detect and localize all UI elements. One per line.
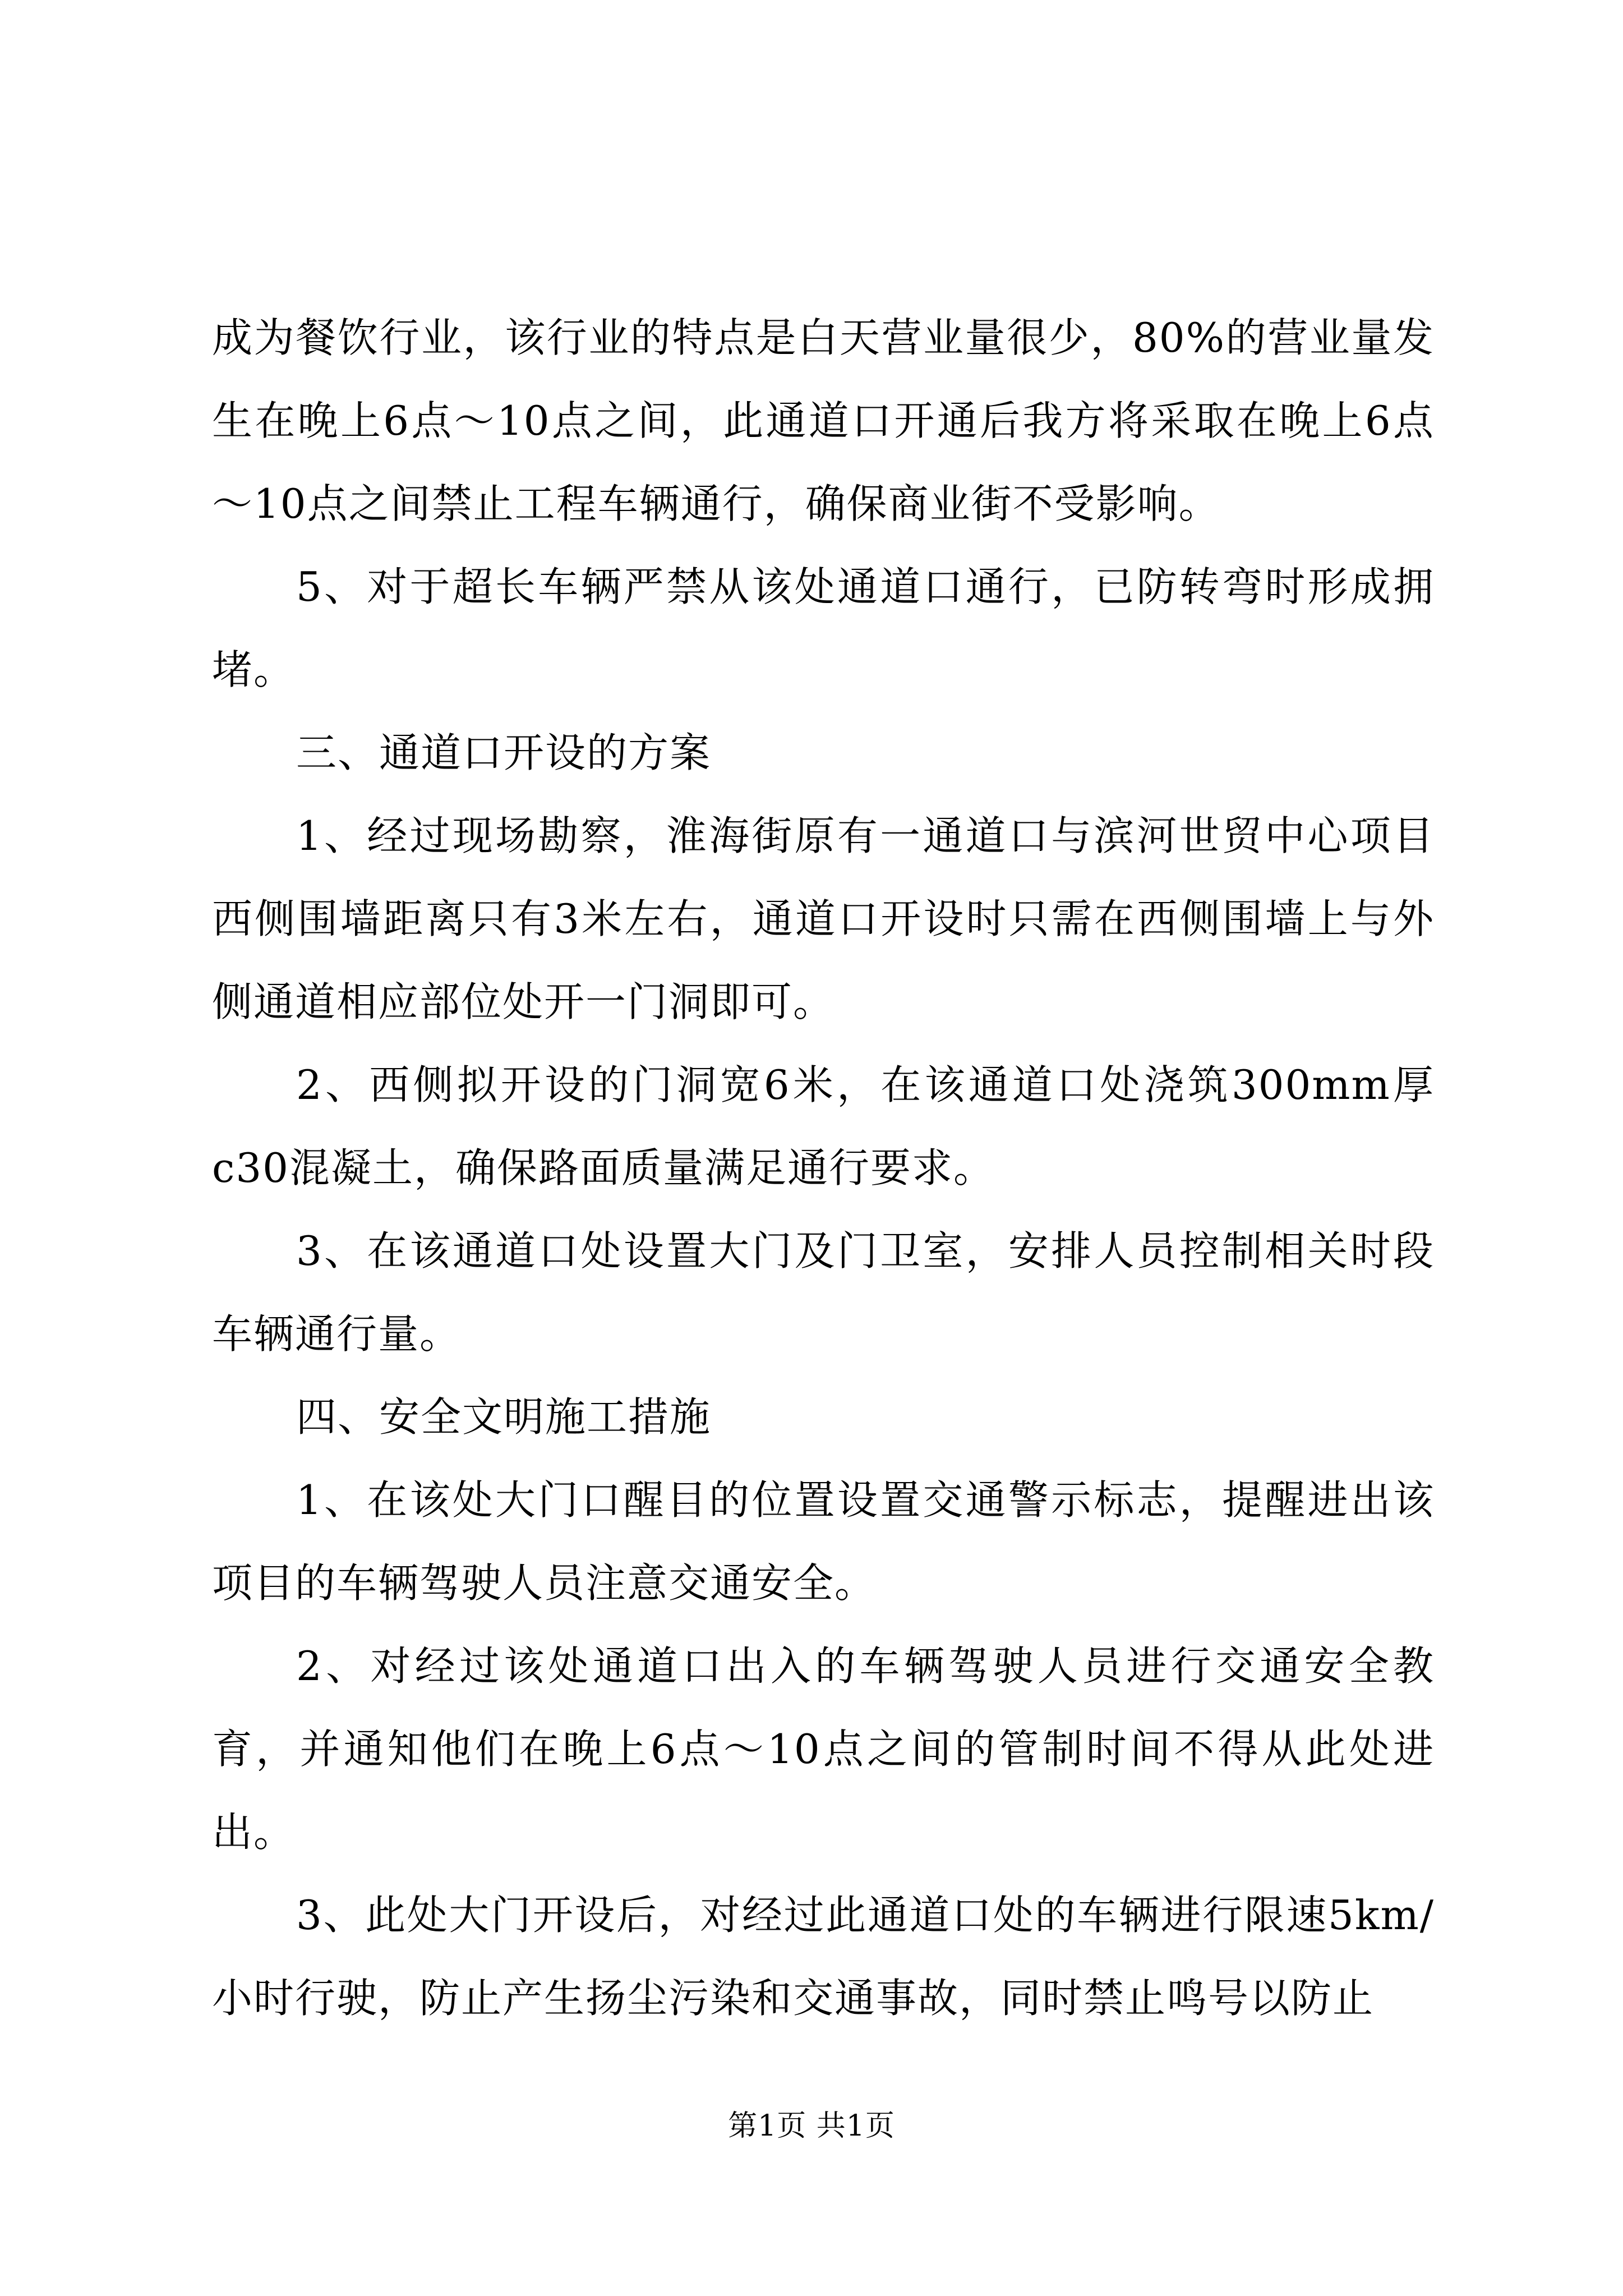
paragraph-safety-item-3: 3、此处大门开设后，对经过此通道口处的车辆进行限速5km/小时行驶，防止产生扬尘污染和交通事故，同时禁止鸣号以防止 (212, 1892, 1435, 2022)
paragraph-item-5: 5、对于超长车辆严禁从该处通道口通行，已防转弯时形成拥堵。 (212, 563, 1435, 693)
section-heading-3: 三、通道口开设的方案 (296, 729, 712, 776)
paragraph-safety-item-2: 2、对经过该处通道口出入的车辆驾驶人员进行交通安全教育，并通知他们在晚上6点～10点之间的管制时间不得从此处进出。 (212, 1642, 1435, 1856)
paragraph-plan-item-1: 1、经过现场勘察，淮海街原有一通道口与滨河世贸中心项目西侧围墙距离只有3米左右，通道口开设时只需在西侧围墙上与外侧通道相应部位处开一门洞即可。 (212, 812, 1435, 1025)
document-body (212, 296, 1435, 2040)
paragraph-safety-item-1: 1、在该处大门口醒目的位置设置交通警示标志，提醒进出该项目的车辆驾驶人员注意交通安全。 (212, 1476, 1435, 1607)
section-heading-4: 四、安全文明施工措施 (296, 1393, 712, 1441)
paragraph-continuation: 成为餐饮行业，该行业的特点是白天营业量很少，80%的营业量发生在晚上6点～10点之间，此通道口开通后我方将采取在晚上6点～10点之间禁止工程车辆通行，确保商业街不受影响。 (212, 314, 1435, 527)
paragraph-plan-item-2: 2、西侧拟开设的门洞宽6米，在该通道口处浇筑300mm厚c30混凝土，确保路面质量满足通行要求。 (212, 1061, 1435, 1191)
page-number-footer: 第1页 共1页 (728, 2109, 895, 2143)
paragraph-plan-item-3: 3、在该通道口处设置大门及门卫室，安排人员控制相关时段车辆通行量。 (212, 1227, 1435, 1358)
